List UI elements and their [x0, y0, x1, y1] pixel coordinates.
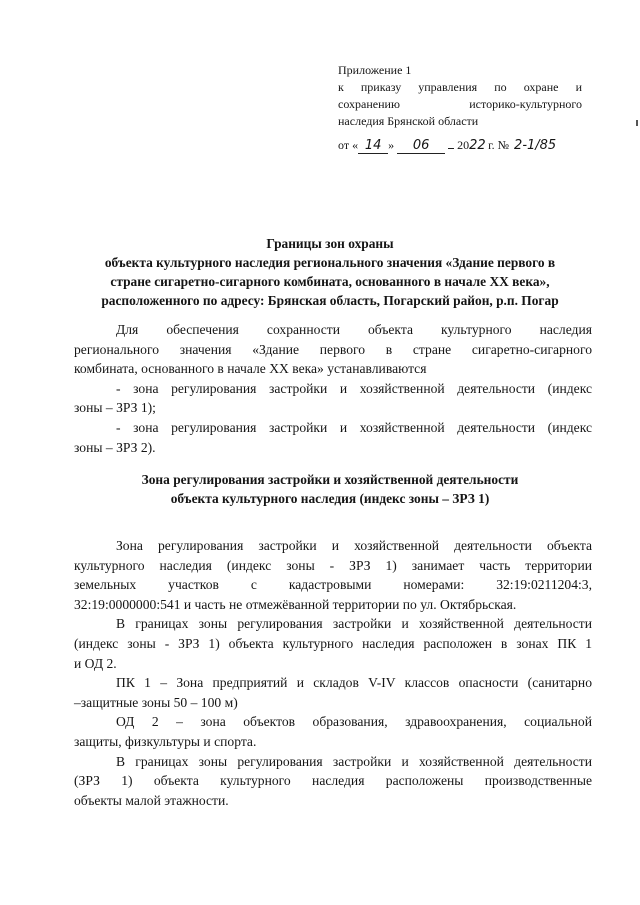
- paragraph-line: защиты, физкультуры и спорта.: [74, 733, 257, 749]
- order-number-label: г. №: [488, 138, 510, 152]
- paragraph-line: В границах зоны регулирования застройки и хозяйственной деятельности: [116, 753, 592, 769]
- order-date-line: [338, 136, 588, 154]
- paragraph-line: ПК 1 – Зона предприятий и складов V-IV классов опасности (санитарно: [116, 675, 592, 691]
- appendix-line: сохранению историко-культурного: [338, 97, 582, 111]
- document-title: [60, 234, 600, 310]
- list-item-zrz1-cont: зоны – ЗРЗ 1);: [74, 400, 156, 416]
- order-year-prefix: 20: [457, 138, 470, 152]
- section-title-line: объекта культурного наследия (индекс зоны – ЗРЗ 1): [170, 491, 490, 506]
- paragraph-line: и ОД 2.: [74, 655, 117, 671]
- order-quote: »: [388, 138, 395, 152]
- order-month: 06: [397, 139, 445, 154]
- appendix-line: наследия Брянской области: [338, 114, 479, 128]
- paragraph-line: (индекс зоны - ЗРЗ 1) объекта культурного наследия расположен в зонах ПК 1: [74, 635, 592, 651]
- section-title-line: Зона регулирования застройки и хозяйственной деятельности: [141, 472, 519, 487]
- scan-mark: [636, 120, 638, 126]
- paragraph-line: Зона регулирования застройки и хозяйственной деятельности объекта: [116, 538, 592, 553]
- title-line: расположенного по адресу: Брянская область, Погарский район, р.п. Погар: [101, 293, 559, 308]
- section-title: [60, 470, 600, 508]
- section-body: [74, 536, 592, 810]
- order-prefix: от «: [338, 138, 359, 152]
- paragraph-line: земельных участков с кадастровыми номерами: 32:19:0211204:3,: [74, 577, 592, 593]
- paragraph-line: –защитные зоны 50 – 100 м): [74, 694, 238, 710]
- paragraph-line: 32:19:0000000:541 и часть не отмежёванной территории по ул. Октябрьская.: [74, 596, 517, 612]
- paragraph-line: культурного наследия (индекс зоны - ЗРЗ 1) занимает часть территории: [74, 557, 592, 573]
- appendix-line: к приказу управления по охране и: [338, 80, 582, 94]
- list-item-zrz2: - зона регулирования застройки и хозяйственной деятельности (индекс: [116, 419, 592, 435]
- appendix-line: Приложение 1: [338, 63, 412, 77]
- title-line: стране сигаретно-сигарного комбината, основанного в начале XX века»,: [110, 274, 550, 289]
- order-year-suffix: 22: [469, 138, 486, 153]
- order-blank: [448, 136, 454, 149]
- paragraph-line: объекты малой этажности.: [74, 792, 229, 808]
- paragraph-line: (ЗРЗ 1) объекта культурного наследия расположены производственные: [74, 773, 592, 789]
- intro-line: комбината, основанного в начале XX века» устанавливаются: [74, 361, 427, 377]
- intro-line: регионального значения «Здание первого в стране сигаретно-сигарного: [74, 341, 592, 357]
- appendix-header: [338, 62, 582, 130]
- order-number: 2-1/85: [514, 138, 557, 153]
- paragraph-line: ОД 2 – зона объектов образования, здравоохранения, социальной: [116, 714, 592, 730]
- list-item-zrz2-cont: зоны – ЗРЗ 2).: [74, 439, 156, 455]
- paragraph-line: В границах зоны регулирования застройки и хозяйственной деятельности: [116, 616, 592, 632]
- list-item-zrz1: - зона регулирования застройки и хозяйственной деятельности (индекс: [116, 380, 592, 396]
- intro-paragraph: [74, 320, 592, 457]
- title-line: Границы зон охраны: [266, 236, 394, 251]
- title-line: объекта культурного наследия регионального значения «Здание первого в: [104, 255, 556, 270]
- intro-line: Для обеспечения сохранности объекта культурного наследия: [116, 322, 592, 337]
- order-day: 14: [358, 139, 388, 154]
